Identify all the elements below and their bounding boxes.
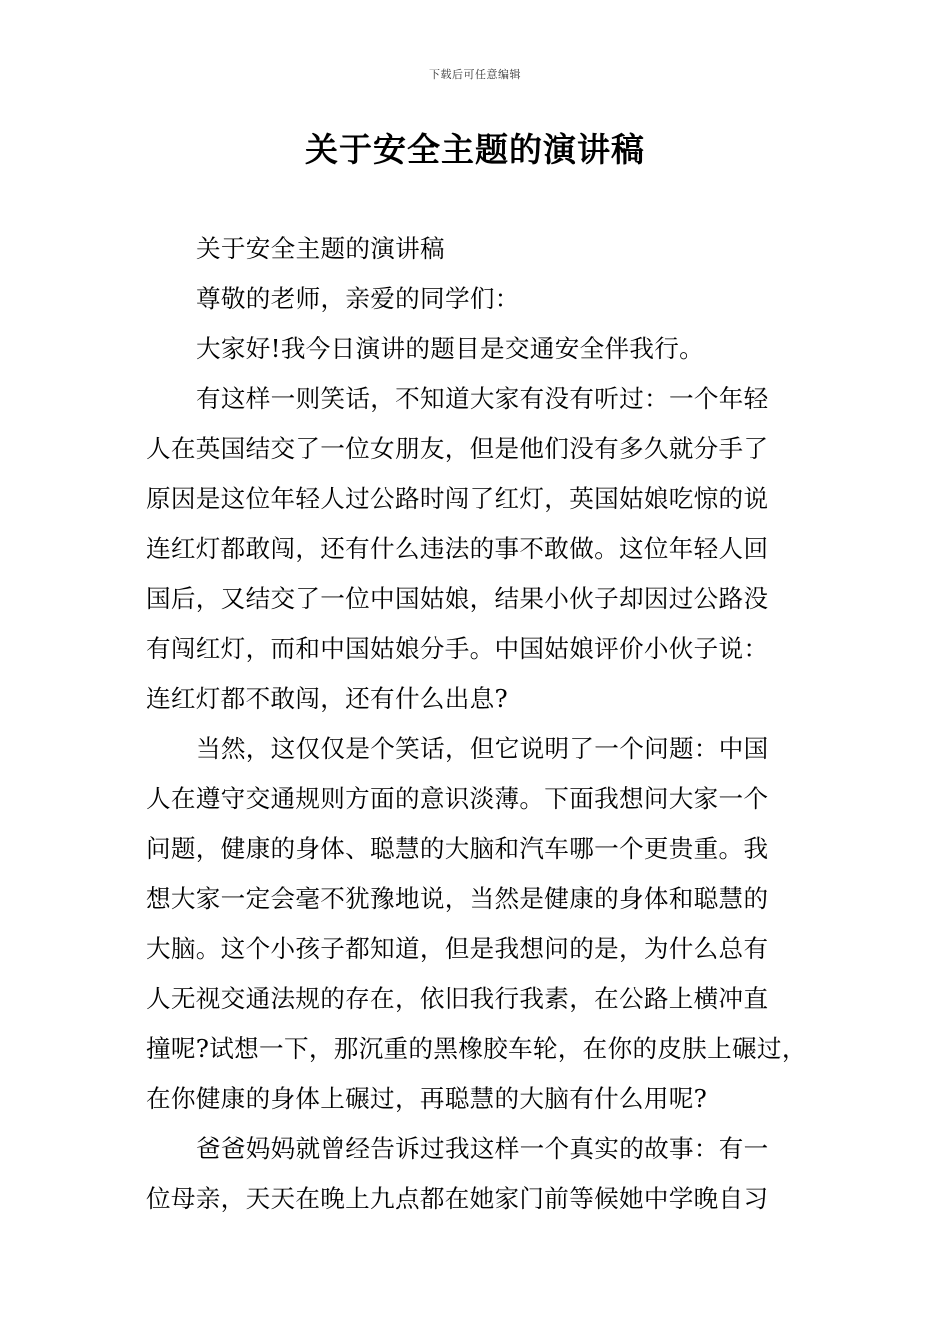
body-text-line: 撞呢?试想一下，那沉重的黑橡胶车轮，在你的皮肤上碾过， (146, 1034, 807, 1063)
body-text-line: 国后，又结交了一位中国姑娘，结果小伙子却因过公路没 (146, 584, 769, 613)
body-text-line: 大脑。这个小孩子都知道，但是我想问的是，为什么总有 (146, 934, 769, 963)
document-title: 关于安全主题的演讲稿 (305, 130, 645, 169)
body-text-line: 人在遵守交通规则方面的意识淡薄。下面我想问大家一个 (146, 784, 769, 813)
body-text-line: 有这样一则笑话，不知道大家有没有听过：一个年轻 (196, 384, 769, 413)
body-text-line: 人在英国结交了一位女朋友，但是他们没有多久就分手了 (146, 434, 769, 463)
body-text-line: 原因是这位年轻人过公路时闯了红灯，英国姑娘吃惊的说 (146, 484, 769, 513)
body-text-line: 关于安全主题的演讲稿 (196, 234, 445, 263)
body-text-line: 位母亲，天天在晚上九点都在她家门前等候她中学晚自习 (146, 1184, 769, 1213)
body-text-line: 当然，这仅仅是个笑话，但它说明了一个问题：中国 (196, 734, 769, 763)
body-text-line: 连红灯都不敢闯，还有什么出息? (146, 684, 508, 713)
document-body (146, 224, 824, 1224)
body-text-line: 人无视交通法规的存在，依旧我行我素，在公路上横冲直 (146, 984, 769, 1013)
body-text-line: 有闯红灯，而和中国姑娘分手。中国姑娘评价小伙子说： (146, 634, 769, 663)
body-text-line: 爸爸妈妈就曾经告诉过我这样一个真实的故事：有一 (196, 1134, 769, 1163)
body-text-line: 在你健康的身体上碾过，再聪慧的大脑有什么用呢? (146, 1084, 708, 1113)
header-note: 下载后可任意编辑 (429, 68, 521, 81)
body-text-line: 大家好!我今日演讲的题目是交通安全伴我行。 (196, 334, 705, 363)
body-text-line: 尊敬的老师，亲爱的同学们： (196, 284, 520, 313)
body-text-line: 想大家一定会毫不犹豫地说，当然是健康的身体和聪慧的 (146, 884, 769, 913)
body-text-line: 连红灯都敢闯，还有什么违法的事不敢做。这位年轻人回 (146, 534, 769, 563)
body-text-line: 问题，健康的身体、聪慧的大脑和汽车哪一个更贵重。我 (146, 834, 769, 863)
